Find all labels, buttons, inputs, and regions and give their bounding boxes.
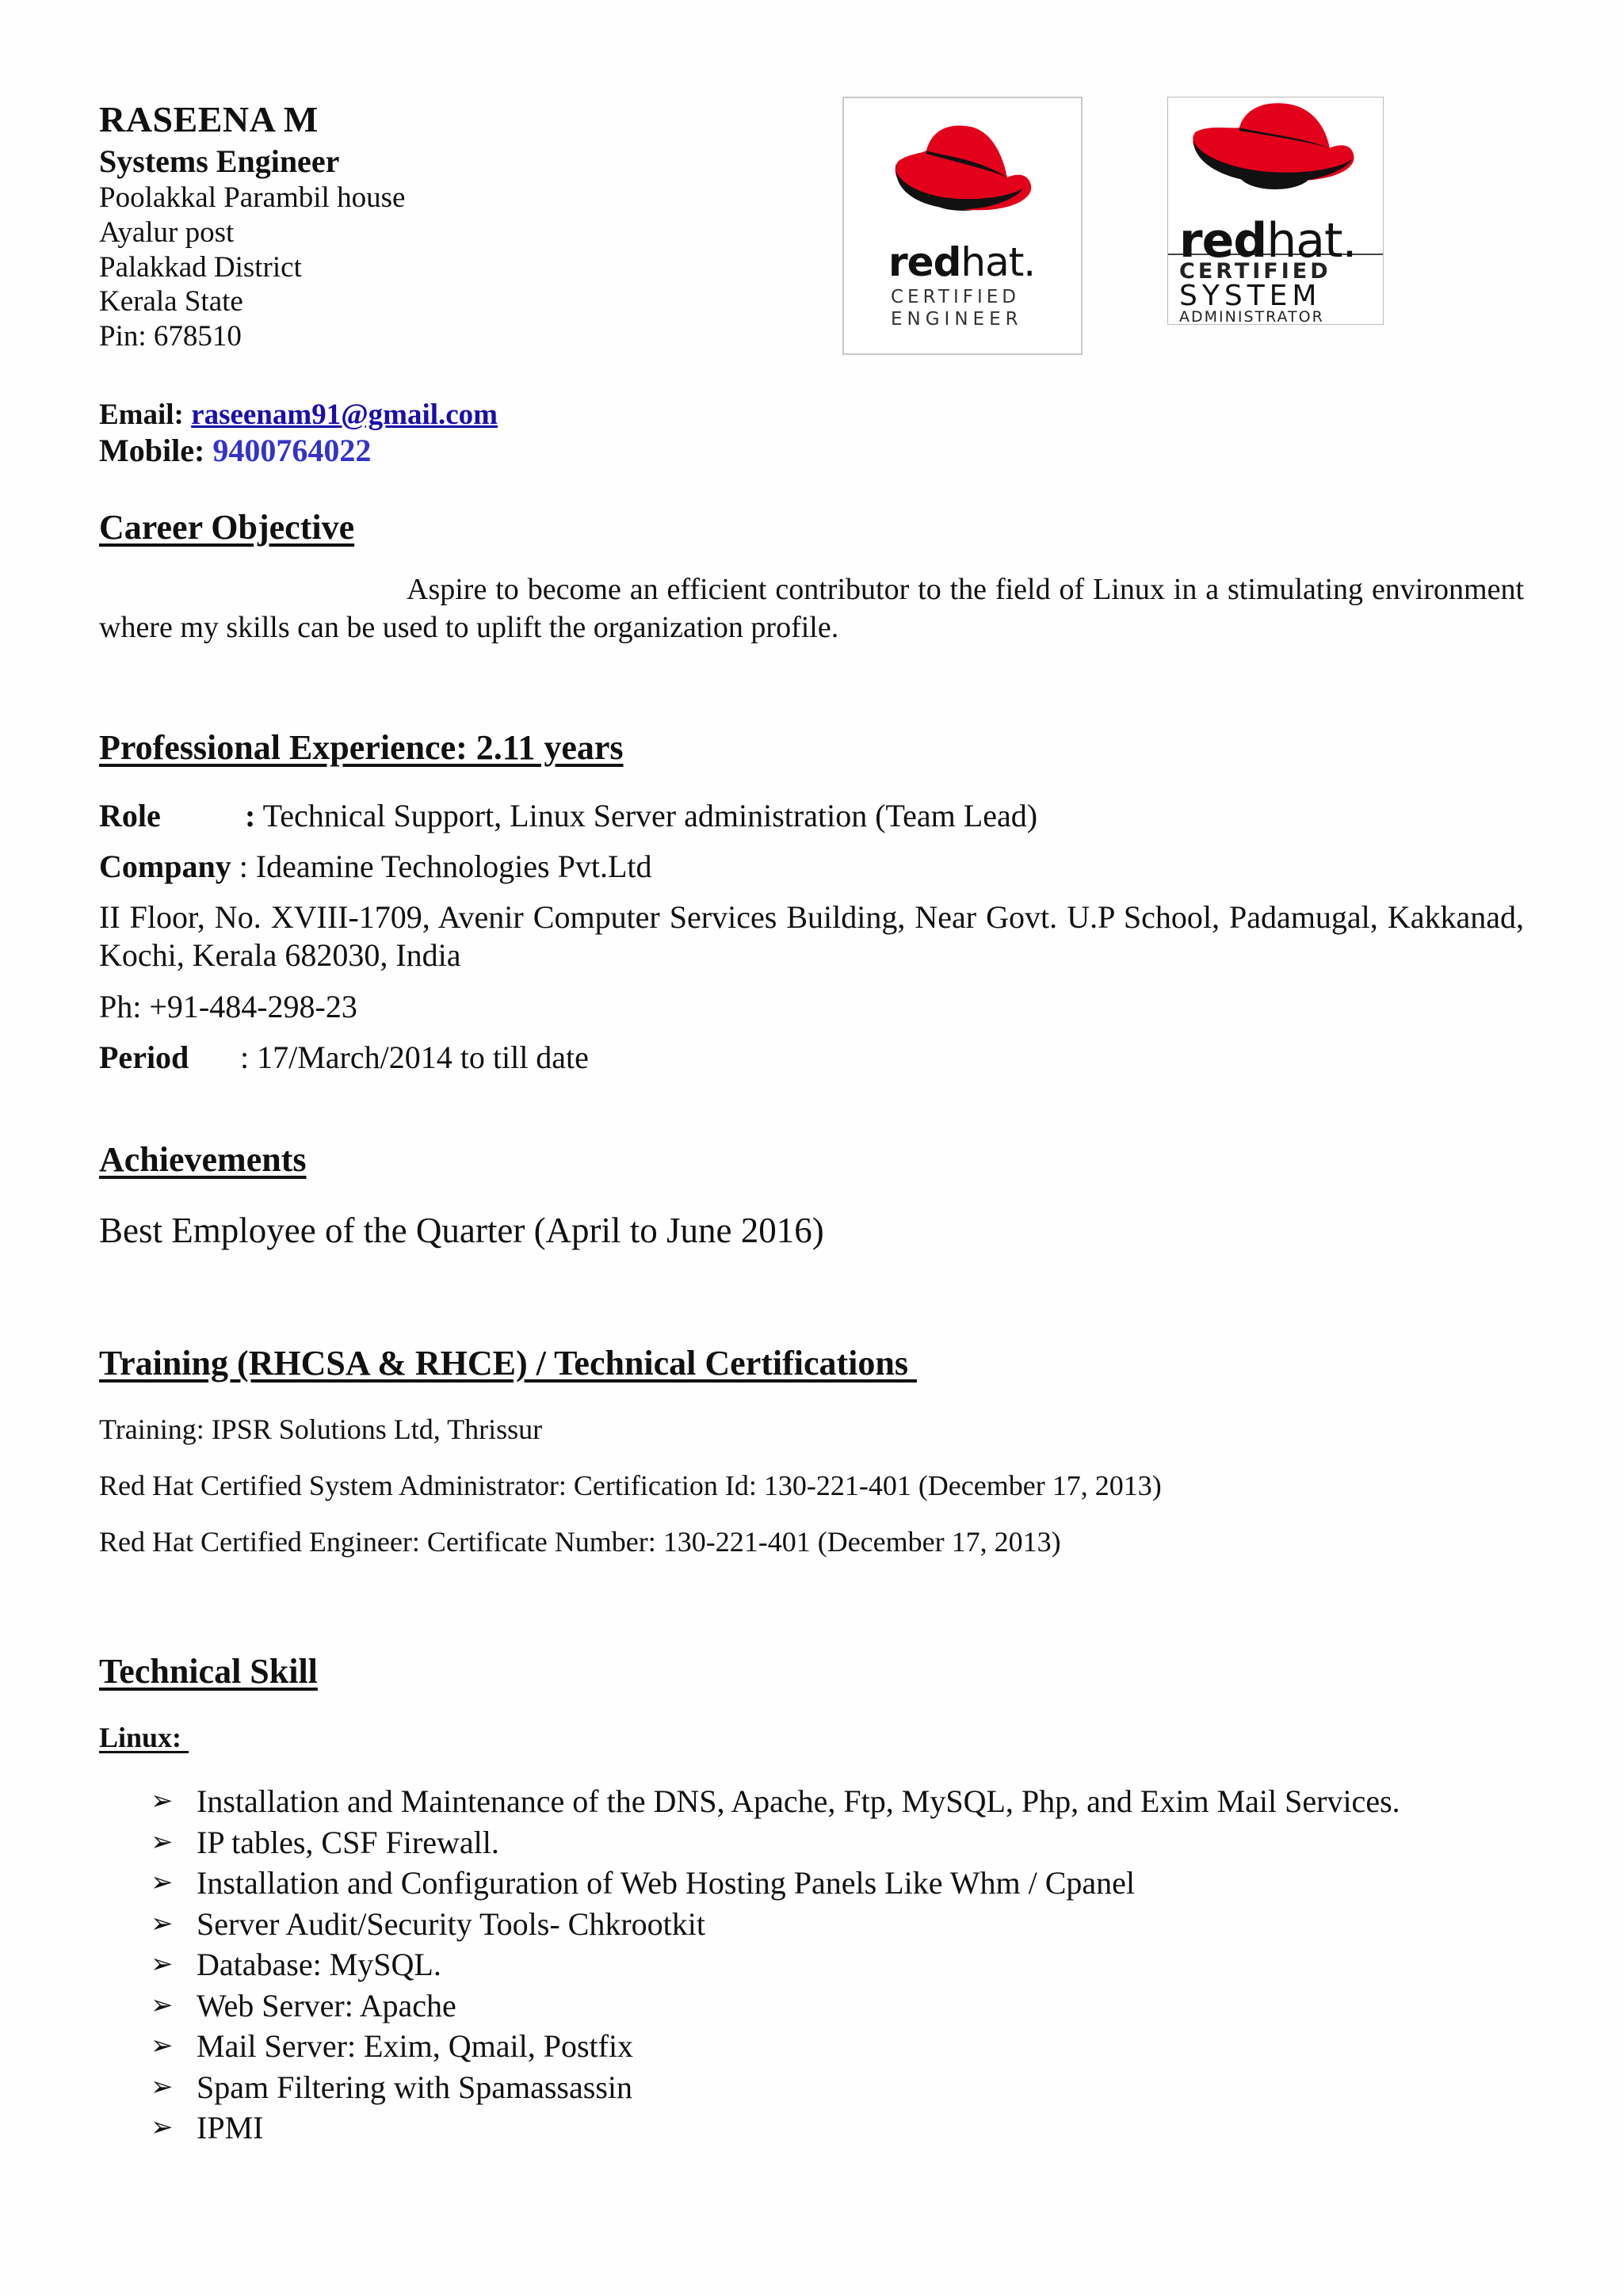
address-line-3: Palakkad District xyxy=(99,251,302,284)
company-separator: : xyxy=(231,849,256,884)
rhce-certification-line: Red Hat Certified Engineer: Certificate Number: 130-221-401 (December 17, 2013) xyxy=(99,1526,1061,1558)
arrow-bullet-icon: ➢ xyxy=(151,2111,174,2143)
list-item: ➢ Spam Filtering with Spamassassin xyxy=(151,2067,1400,2108)
role-row xyxy=(99,797,1037,834)
administrator-label: ADMINISTRATOR xyxy=(1179,308,1324,325)
address-line-5: Pin: 678510 xyxy=(99,320,242,353)
company-address: II Floor, No. XVIII-1709, Avenir Computer Services Building, Near Govt. U.P School, Padamugal, Kakkanad, Kochi, Kerala 682030, India xyxy=(99,899,1524,973)
career-objective-heading: Career Objective xyxy=(99,508,355,547)
list-item: ➢ IP tables, CSF Firewall. xyxy=(151,1822,1400,1863)
linux-subheading: Linux: xyxy=(99,1722,189,1753)
redhat-wordmark: redhat. xyxy=(1179,213,1357,269)
company-phone: Ph: +91-484-298-23 xyxy=(99,989,357,1024)
rhcsa-certification-line: Red Hat Certified System Administrator: Certification Id: 130-221-401 (December 17, 2013) xyxy=(99,1470,1162,1501)
list-item: ➢ Installation and Maintenance of the DNS, Apache, Ftp, MySQL, Php, and Exim Mail Services. xyxy=(151,1781,1400,1822)
linux-skills-list xyxy=(151,1781,1400,2149)
certified-label: CERTIFIED xyxy=(891,287,1020,307)
arrow-bullet-icon: ➢ xyxy=(151,1907,174,1939)
company-value: Ideamine Technologies Pvt.Ltd xyxy=(255,849,652,884)
period-label: Period xyxy=(99,1039,189,1075)
certified-label: CERTIFIED xyxy=(1179,259,1331,284)
address-line-2: Ayalur post xyxy=(99,216,235,249)
role-label: Role xyxy=(99,798,161,833)
address-line-4: Kerala State xyxy=(99,285,243,318)
period-value: : 17/March/2014 to till date xyxy=(240,1039,589,1075)
arrow-bullet-icon: ➢ xyxy=(151,1867,174,1898)
address-line-1: Poolakkal Parambil house xyxy=(99,181,406,214)
training-line: Training: IPSR Solutions Ltd, Thrissur xyxy=(99,1413,543,1445)
company-label: Company xyxy=(99,849,231,884)
list-item: ➢ Installation and Configuration of Web Hosting Panels Like Whm / Cpanel xyxy=(151,1863,1400,1904)
arrow-bullet-icon: ➢ xyxy=(151,1825,174,1858)
role-value: Technical Support, Linux Server administration (Team Lead) xyxy=(262,798,1038,833)
email-label: Email: xyxy=(99,399,184,431)
mobile-label: Mobile: xyxy=(99,433,205,468)
achievement-item: Best Employee of the Quarter (April to June 2016) xyxy=(99,1211,824,1250)
experience-heading: Professional Experience: 2.11 years xyxy=(99,728,624,767)
list-item: ➢ Web Server: Apache xyxy=(151,1985,1400,2027)
redhat-wordmark: redhat. xyxy=(888,239,1036,285)
email-link[interactable]: raseenam91@gmail.com xyxy=(191,399,498,431)
list-item: ➢ Mail Server: Exim, Qmail, Postfix xyxy=(151,2026,1400,2067)
list-item: ➢ Server Audit/Security Tools- Chkrootkit xyxy=(151,1904,1400,1945)
mobile-row xyxy=(99,432,371,469)
role-separator: : xyxy=(245,798,256,833)
redhat-certified-sysadmin-logo xyxy=(1167,97,1384,325)
company-row xyxy=(99,848,652,885)
system-label: SYSTEM xyxy=(1179,280,1322,312)
period-row xyxy=(99,1039,589,1076)
technical-skill-heading: Technical Skill xyxy=(99,1652,318,1691)
arrow-bullet-icon: ➢ xyxy=(151,1785,174,1817)
engineer-label: ENGINEER xyxy=(891,309,1023,330)
career-objective-text: Aspire to become an efficient contributor to the field of Linux in a stimulating environment where my skills can be used to uplift the organization profile. xyxy=(99,573,1524,644)
redhat-certified-engineer-logo xyxy=(842,97,1083,355)
arrow-bullet-icon: ➢ xyxy=(151,2070,174,2103)
training-heading: Training (RHCSA & RHCE) / Technical Certifications xyxy=(99,1344,917,1383)
achievements-heading: Achievements xyxy=(99,1140,307,1179)
arrow-bullet-icon: ➢ xyxy=(151,1989,174,2021)
mobile-number: 9400764022 xyxy=(212,433,372,468)
list-item: ➢ IPMI xyxy=(151,2107,1400,2149)
list-item: ➢ Database: MySQL. xyxy=(151,1944,1400,1985)
job-title: Systems Engineer xyxy=(99,143,340,179)
arrow-bullet-icon: ➢ xyxy=(151,2030,174,2061)
email-row xyxy=(99,398,498,432)
candidate-name: RASEENA M xyxy=(99,99,319,139)
arrow-bullet-icon: ➢ xyxy=(151,1948,174,1980)
